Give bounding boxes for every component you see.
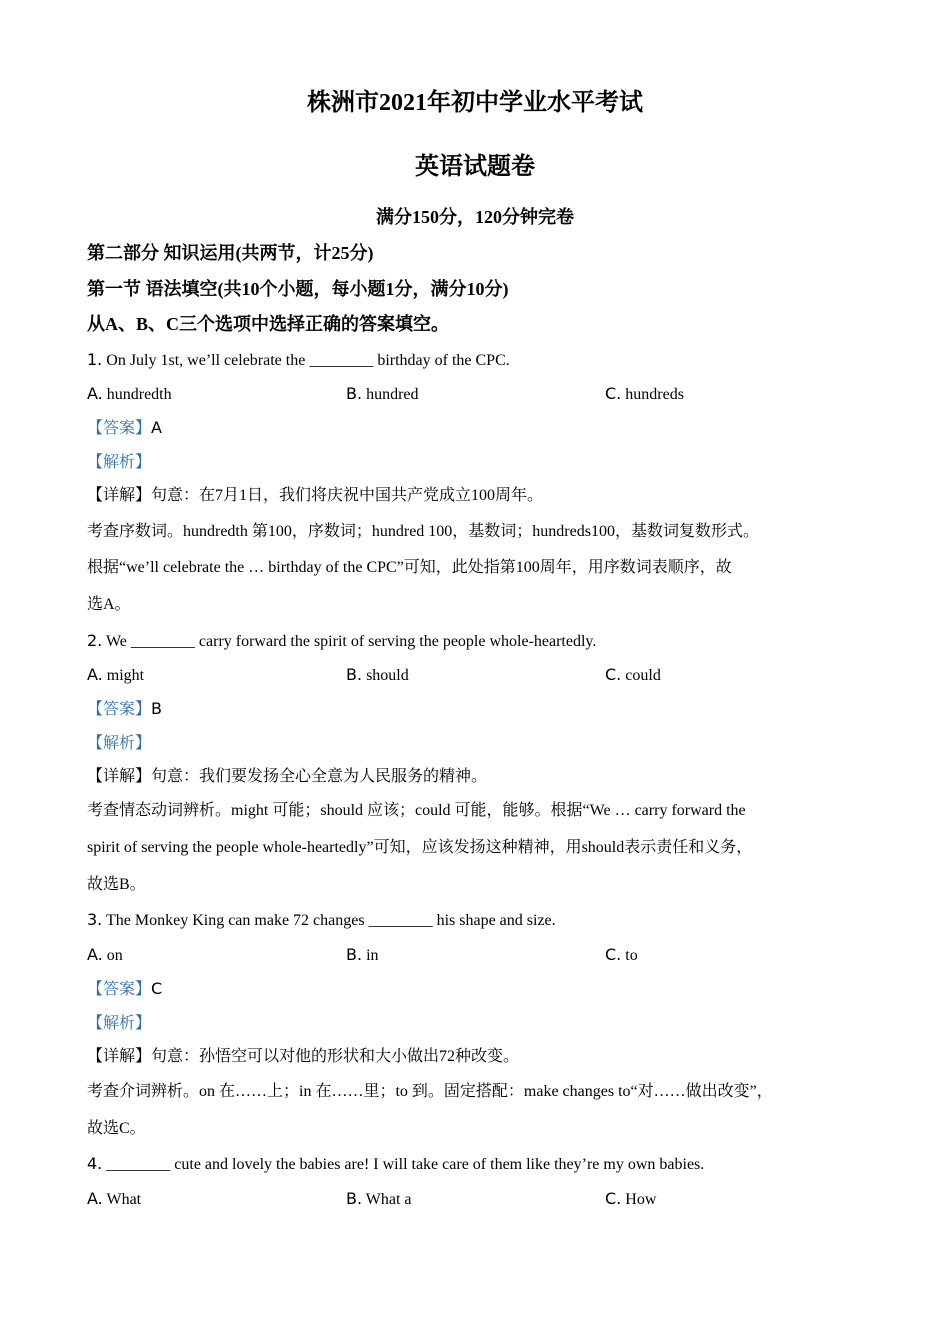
option-a: A. hundredth	[87, 384, 172, 403]
answer-3	[87, 979, 162, 1000]
option-a: A. What	[87, 1189, 142, 1208]
explain-3-line-2: 故选C。	[87, 1120, 146, 1137]
explain-1-line-2: 根据“we’ll celebrate the … birthday of the CPC”可知，此处指第100周年，用序数词表顺序，故	[87, 559, 732, 576]
answer-tag: 【答案】	[87, 420, 152, 437]
explain-1-line-1: 考查序数词。hundredth 第100，序数词；hundred 100，基数词；hundreds100，基数词复数形式。	[87, 523, 759, 540]
answer-value: C	[151, 979, 163, 998]
detail-1: 【详解】句意：在7月1日，我们将庆祝中国共产党成立100周年。	[87, 487, 544, 504]
question-4	[87, 1154, 704, 1175]
analysis-tag: 【解析】	[87, 454, 152, 471]
option-b: B. in	[346, 945, 379, 964]
question-stem: The Monkey King can make 72 changes ________ his shape and size.	[105, 912, 556, 929]
answer-1	[87, 418, 162, 439]
analysis-tag: 【解析】	[87, 735, 152, 752]
question-number: 4.	[87, 1154, 103, 1173]
option-c: C. to	[605, 945, 638, 964]
option-a: A. on	[87, 945, 123, 964]
detail-2: 【详解】句意：我们要发扬全心全意为人民服务的精神。	[87, 768, 488, 785]
answer-value: B	[151, 699, 162, 718]
exam-subtitle: 英语试题卷	[415, 154, 535, 180]
detail-3: 【详解】句意：孙悟空可以对他的形状和大小做出72种改变。	[87, 1048, 520, 1065]
option-c: C. How	[605, 1189, 657, 1208]
question-number: 3.	[87, 910, 103, 929]
option-b: B. should	[346, 665, 409, 684]
option-b: B. What a	[346, 1189, 412, 1208]
explain-2-line-1: 考查情态动词辨析。might 可能；should 应该；could 可能，能够。根据“We … carry forward the	[87, 802, 746, 819]
explain-1-line-3: 选A。	[87, 596, 131, 613]
question-number: 2.	[87, 631, 103, 650]
answer-tag: 【答案】	[87, 701, 152, 718]
question-2	[87, 631, 596, 652]
part-heading: 第二部分 知识运用(共两节，计25分)	[87, 243, 374, 263]
question-3	[87, 910, 556, 931]
answer-2	[87, 699, 162, 720]
option-c: C. hundreds	[605, 384, 684, 403]
question-stem: ________ cute and lovely the babies are! I will take care of them like they’re my own babies.	[106, 1156, 705, 1173]
answer-tag: 【答案】	[87, 981, 152, 998]
explain-3-line-1: 考查介词辨析。on 在……上；in 在……里；to 到。固定搭配：make changes to“对……做出改变”，	[87, 1083, 773, 1100]
question-stem: We ________ carry forward the spirit of serving the people whole-heartedly.	[105, 633, 597, 650]
score-info: 满分150分，120分钟完卷	[376, 207, 574, 227]
option-a: A. might	[87, 665, 145, 684]
analysis-tag: 【解析】	[87, 1015, 152, 1032]
subsection-heading: 第一节 语法填空(共10个小题，每小题1分，满分10分)	[87, 279, 509, 299]
explain-2-line-3: 故选B。	[87, 876, 146, 893]
question-stem: On July 1st, we’ll celebrate the ________ birthday of the CPC.	[106, 352, 510, 369]
option-c: C. could	[605, 665, 661, 684]
answer-value: A	[151, 418, 162, 437]
explain-2-line-2: spirit of serving the people whole-heartedly”可知，应该发扬这种精神，用should表示责任和义务，	[87, 839, 753, 856]
instruction: 从A、B、C三个选项中选择正确的答案填空。	[87, 314, 450, 334]
question-1	[87, 350, 510, 371]
option-b: B. hundred	[346, 384, 419, 403]
question-number: 1.	[87, 350, 103, 369]
exam-title: 株洲市2021年初中学业水平考试	[307, 90, 643, 116]
